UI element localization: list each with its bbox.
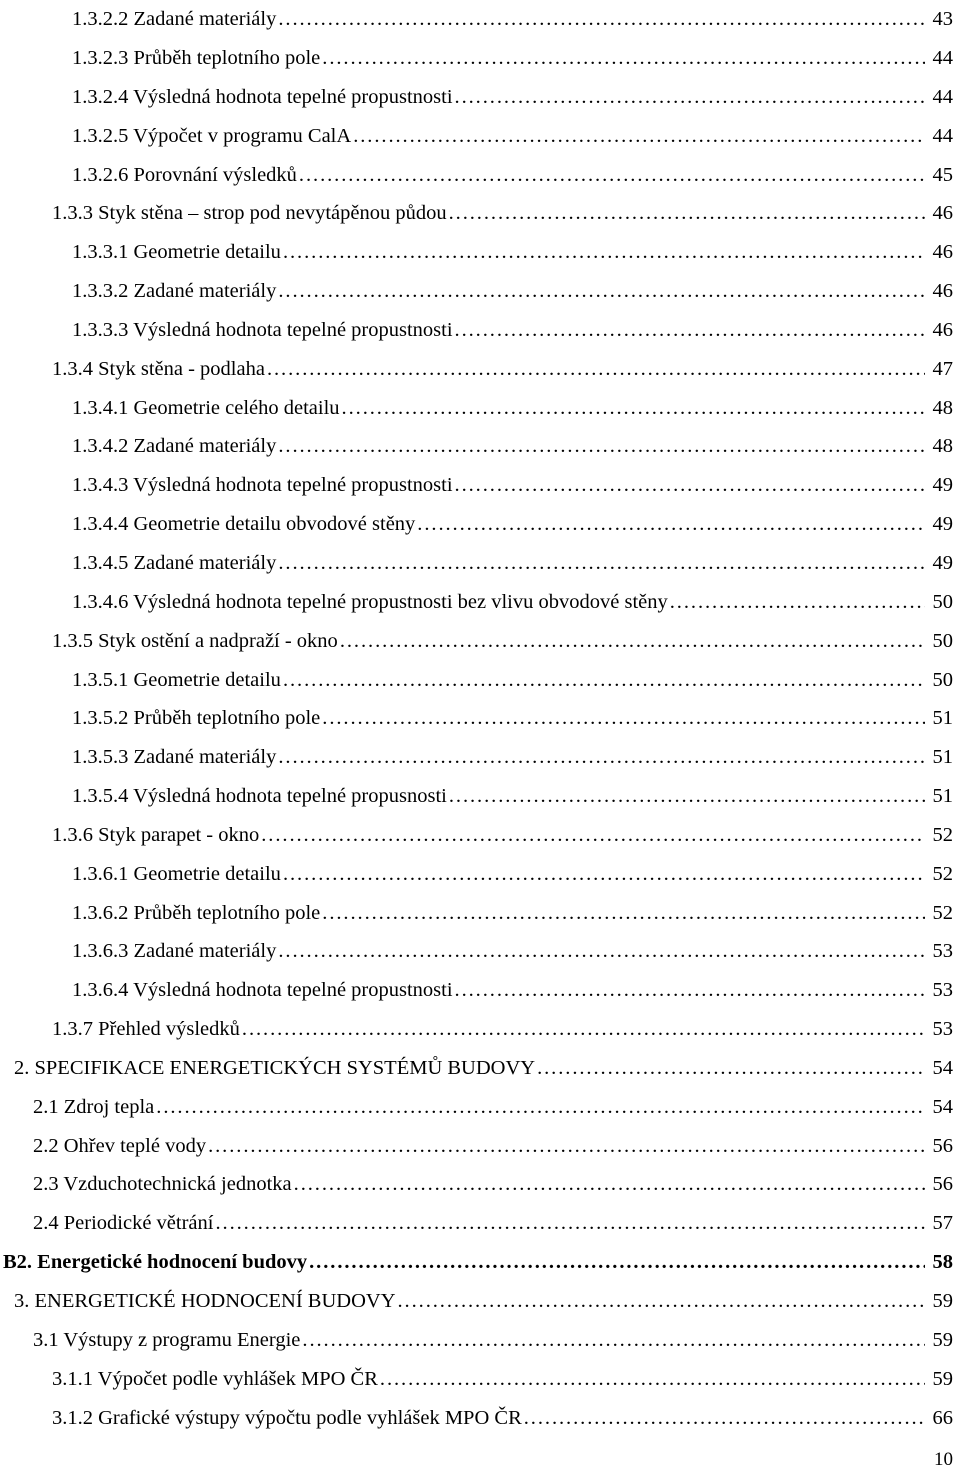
toc-dot-leader bbox=[267, 359, 925, 380]
toc-entry-title: 1.3.6.1 Geometrie detailu bbox=[72, 862, 281, 885]
toc-entry bbox=[0, 311, 960, 350]
toc-entry bbox=[0, 0, 960, 39]
toc-entry bbox=[0, 1398, 960, 1437]
toc-dot-leader bbox=[283, 670, 925, 691]
toc-entry-page: 51 bbox=[932, 785, 953, 808]
toc-entry bbox=[0, 777, 960, 816]
toc-entry-title: 1.3.4.2 Zadané materiály bbox=[72, 435, 277, 458]
toc-entry bbox=[0, 117, 960, 156]
toc-entry bbox=[0, 78, 960, 117]
toc-entry-page: 50 bbox=[932, 590, 953, 613]
toc-entry bbox=[0, 350, 960, 389]
toc-entry-title: 1.3.4.6 Výsledná hodnota tepelné propustnosti bez vlivu obvodové stěny bbox=[72, 590, 668, 613]
toc-entry-page: 51 bbox=[932, 707, 953, 730]
toc-entry bbox=[0, 660, 960, 699]
toc-entry-title: 1.3.5 Styk ostění a nadpraží - okno bbox=[52, 629, 338, 652]
toc-entry-page: 50 bbox=[932, 668, 953, 691]
toc-entry-page: 49 bbox=[932, 551, 953, 574]
toc-entry-page: 54 bbox=[932, 1095, 953, 1118]
toc-entry bbox=[0, 39, 960, 78]
toc-dot-leader bbox=[322, 48, 925, 69]
toc-entry-page: 56 bbox=[932, 1173, 953, 1196]
toc-entry-page: 46 bbox=[932, 280, 953, 303]
toc-entry-title: 1.3.4.3 Výsledná hodnota tepelné propustnosti bbox=[72, 474, 453, 497]
toc-dot-leader bbox=[449, 203, 925, 224]
toc-entry-page: 49 bbox=[932, 513, 953, 536]
toc-dot-leader bbox=[215, 1213, 925, 1234]
toc-entry bbox=[0, 1049, 960, 1088]
toc-entry bbox=[0, 272, 960, 311]
toc-entry bbox=[0, 1165, 960, 1204]
toc-dot-leader bbox=[398, 1291, 926, 1312]
toc-entry bbox=[0, 1010, 960, 1049]
toc-entry-title: 3.1 Výstupy z programu Energie bbox=[33, 1328, 301, 1351]
toc-dot-leader bbox=[278, 941, 925, 962]
toc-entry-page: 49 bbox=[932, 474, 953, 497]
toc-dot-leader bbox=[309, 1252, 925, 1273]
toc-entry-title: 1.3.3.3 Výsledná hodnota tepelné propustnosti bbox=[72, 318, 453, 341]
toc-entry-page: 45 bbox=[932, 163, 953, 186]
toc-entry-title: 2.1 Zdroj tepla bbox=[33, 1095, 155, 1118]
toc-entry-title: 1.3.5.4 Výsledná hodnota tepelné propusnosti bbox=[72, 785, 447, 808]
toc-dot-leader bbox=[353, 126, 925, 147]
toc-entry-title: 3.1.1 Výpočet podle vyhlášek MPO ČR bbox=[52, 1367, 378, 1390]
toc-dot-leader bbox=[322, 708, 925, 729]
toc-dot-leader bbox=[261, 825, 925, 846]
page-number: 10 bbox=[934, 1449, 953, 1470]
toc-entry-page: 58 bbox=[932, 1251, 953, 1274]
toc-entry-title: 1.3.2.5 Výpočet v programu CalA bbox=[72, 124, 352, 147]
toc-dot-leader bbox=[242, 1019, 925, 1040]
toc-entry-page: 54 bbox=[932, 1056, 953, 1079]
toc-dot-leader bbox=[208, 1136, 925, 1157]
toc-entry-title: 3. ENERGETICKÉ HODNOCENÍ BUDOVY bbox=[14, 1290, 396, 1313]
toc-entry-title: 1.3.5.1 Geometrie detailu bbox=[72, 668, 281, 691]
toc-entry-page: 51 bbox=[932, 746, 953, 769]
toc-entry bbox=[0, 1282, 960, 1321]
toc-entry bbox=[0, 699, 960, 738]
toc-entry-title: 2.3 Vzduchotechnická jednotka bbox=[33, 1173, 292, 1196]
toc-entry-title: B2. Energetické hodnocení budovy bbox=[3, 1251, 308, 1274]
toc-dot-leader bbox=[283, 242, 925, 263]
toc-entry-title: 1.3.6.3 Zadané materiály bbox=[72, 940, 277, 963]
toc-entry-page: 47 bbox=[932, 357, 953, 380]
toc-entry-title: 1.3.2.3 Průběh teplotního pole bbox=[72, 47, 321, 70]
toc-entry-page: 57 bbox=[932, 1212, 953, 1235]
toc-entry bbox=[0, 1126, 960, 1165]
toc-entry-title: 1.3.6 Styk parapet - okno bbox=[52, 823, 260, 846]
toc-entry-page: 46 bbox=[932, 202, 953, 225]
toc-entry-page: 52 bbox=[932, 862, 953, 885]
toc-entry-page: 43 bbox=[932, 8, 953, 31]
toc-dot-leader bbox=[299, 165, 925, 186]
toc-dot-leader bbox=[283, 864, 925, 885]
toc-entry-title: 1.3.5.3 Zadané materiály bbox=[72, 746, 277, 769]
toc-entry-title: 1.3.6.4 Výsledná hodnota tepelné propustnosti bbox=[72, 979, 453, 1002]
toc-dot-leader bbox=[278, 281, 925, 302]
toc-dot-leader bbox=[537, 1058, 925, 1079]
toc-entry bbox=[0, 1088, 960, 1127]
toc-dot-leader bbox=[670, 592, 925, 613]
toc-entry-page: 46 bbox=[932, 241, 953, 264]
toc-dot-leader bbox=[455, 320, 925, 341]
toc-entry-page: 66 bbox=[932, 1406, 953, 1429]
toc-entry-page: 59 bbox=[932, 1367, 953, 1390]
toc-dot-leader bbox=[455, 87, 925, 108]
toc-dot-leader bbox=[417, 514, 925, 535]
toc-dot-leader bbox=[294, 1174, 925, 1195]
toc-dot-leader bbox=[455, 980, 925, 1001]
toc-dot-leader bbox=[278, 9, 925, 30]
toc-entry-page: 44 bbox=[932, 124, 953, 147]
toc-entry-title: 3.1.2 Grafické výstupy výpočtu podle vyhlášek MPO ČR bbox=[52, 1406, 522, 1429]
toc-entry bbox=[0, 583, 960, 622]
toc-entry bbox=[0, 738, 960, 777]
toc-entry bbox=[0, 233, 960, 272]
toc-dot-leader bbox=[156, 1097, 925, 1118]
toc-entry-title: 2.4 Periodické větrání bbox=[33, 1212, 214, 1235]
toc-entry bbox=[0, 544, 960, 583]
toc-dot-leader bbox=[322, 903, 925, 924]
toc-entry-page: 44 bbox=[932, 47, 953, 70]
toc-entry bbox=[0, 1204, 960, 1243]
toc-entry-title: 1.3.4.5 Zadané materiály bbox=[72, 551, 277, 574]
toc-entry-title: 1.3.6.2 Průběh teplotního pole bbox=[72, 901, 321, 924]
toc-dot-leader bbox=[342, 398, 925, 419]
toc-entry-page: 44 bbox=[932, 85, 953, 108]
toc-dot-leader bbox=[278, 747, 925, 768]
toc-dot-leader bbox=[455, 475, 925, 496]
toc-entry-page: 53 bbox=[932, 1018, 953, 1041]
toc-entry-title: 1.3.7 Přehled výsledků bbox=[52, 1018, 240, 1041]
toc-entry-title: 1.3.2.4 Výsledná hodnota tepelné propustnosti bbox=[72, 85, 453, 108]
toc-entry-page: 59 bbox=[932, 1290, 953, 1313]
toc-entry-title: 1.3.4.1 Geometrie celého detailu bbox=[72, 396, 340, 419]
toc-entry-title: 1.3.5.2 Průběh teplotního pole bbox=[72, 707, 321, 730]
toc-dot-leader bbox=[278, 436, 925, 457]
toc-entry bbox=[0, 427, 960, 466]
toc-entry-page: 50 bbox=[932, 629, 953, 652]
toc-entry-title: 1.3.3.2 Zadané materiály bbox=[72, 280, 277, 303]
toc-entry-title: 1.3.2.6 Porovnání výsledků bbox=[72, 163, 297, 186]
toc-entry bbox=[0, 816, 960, 855]
toc-entry-page: 53 bbox=[932, 940, 953, 963]
toc-entry bbox=[0, 388, 960, 427]
toc-entry bbox=[0, 194, 960, 233]
toc-entry-title: 1.3.4.4 Geometrie detailu obvodové stěny bbox=[72, 513, 416, 536]
toc-entry-title: 2. SPECIFIKACE ENERGETICKÝCH SYSTÉMŮ BUDOVY bbox=[14, 1056, 536, 1079]
toc-entry-title: 1.3.3 Styk stěna – strop pod nevytápěnou půdou bbox=[52, 202, 447, 225]
toc-entry bbox=[0, 1360, 960, 1399]
toc-entry bbox=[0, 466, 960, 505]
toc-entry bbox=[0, 932, 960, 971]
toc-entry bbox=[0, 155, 960, 194]
toc-entry-page: 53 bbox=[932, 979, 953, 1002]
toc-dot-leader bbox=[302, 1330, 925, 1351]
toc-entry bbox=[0, 893, 960, 932]
toc-entry-page: 48 bbox=[932, 396, 953, 419]
toc-entry bbox=[0, 622, 960, 661]
toc-entry-title: 1.3.2.2 Zadané materiály bbox=[72, 8, 277, 31]
toc-entry bbox=[0, 1321, 960, 1360]
toc-dot-leader bbox=[449, 786, 925, 807]
toc-entry-page: 52 bbox=[932, 823, 953, 846]
toc-dot-leader bbox=[380, 1369, 925, 1390]
toc-entry-page: 48 bbox=[932, 435, 953, 458]
toc-entry-title: 1.3.4 Styk stěna - podlaha bbox=[52, 357, 265, 380]
toc-entry bbox=[0, 1243, 960, 1282]
toc-entry bbox=[0, 505, 960, 544]
toc-entry-page: 56 bbox=[932, 1134, 953, 1157]
toc-dot-leader bbox=[278, 553, 925, 574]
toc-dot-leader bbox=[340, 631, 925, 652]
toc-entry-page: 59 bbox=[932, 1328, 953, 1351]
toc-entry bbox=[0, 855, 960, 894]
toc-entry-title: 2.2 Ohřev teplé vody bbox=[33, 1134, 207, 1157]
toc-dot-leader bbox=[524, 1408, 925, 1429]
toc-entry-page: 46 bbox=[932, 318, 953, 341]
toc-entry-title: 1.3.3.1 Geometrie detailu bbox=[72, 241, 281, 264]
toc-entry bbox=[0, 971, 960, 1010]
toc-entry-page: 52 bbox=[932, 901, 953, 924]
